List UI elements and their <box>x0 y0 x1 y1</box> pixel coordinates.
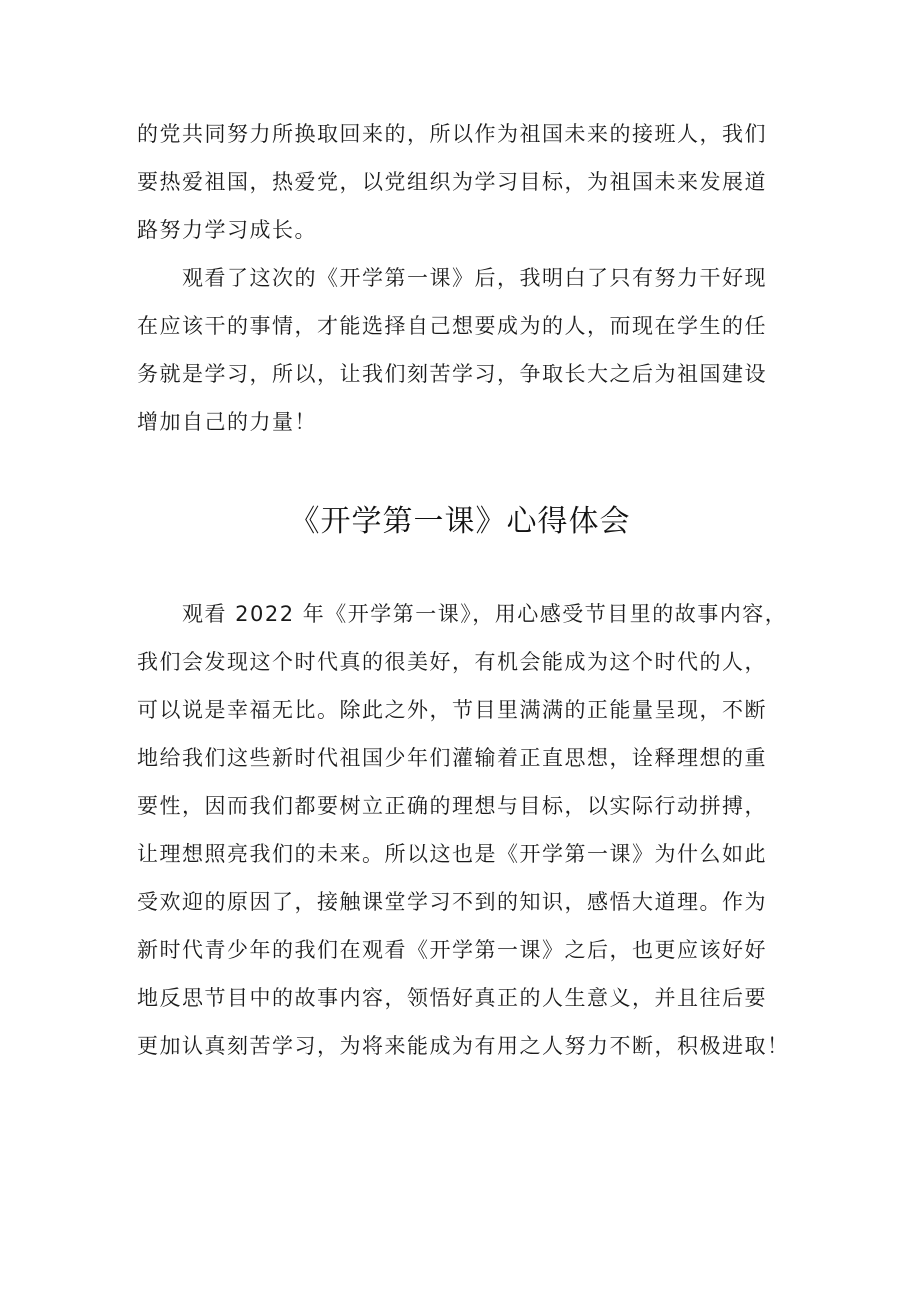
text-line: 可以说是幸福无比。除此之外，节目里满满的正能量呈现，不断 <box>137 698 767 722</box>
text-line: 在应该干的事情，才能选择自己想要成为的人，而现在学生的任 <box>137 314 767 338</box>
text-line: 观看 2022 年《开学第一课》，用心感受节目里的故事内容， <box>137 602 788 626</box>
text-line: 要性，因而我们都要树立正确的理想与目标，以实际行动拼搏， <box>137 794 767 818</box>
text-line: 增加自己的力量！ <box>137 410 317 434</box>
text-line: 要热爱祖国，热爱党，以党组织为学习目标，为祖国未来发展道 <box>137 170 767 194</box>
text-line: 更加认真刻苦学习，为将来能成为有用之人努力不断，积极进取！ <box>137 1034 790 1058</box>
text-line: 地给我们这些新时代祖国少年们灌输着正直思想，诠释理想的重 <box>137 746 767 770</box>
paragraph-continued <box>137 110 797 254</box>
text-line: 路努力学习成长。 <box>137 218 317 242</box>
text-line: 我们会发现这个时代真的很美好，有机会能成为这个时代的人， <box>137 650 767 674</box>
text-line: 让理想照亮我们的未来。所以这也是《开学第一课》为什么如此 <box>137 842 767 866</box>
text-line: 观看了这次的《开学第一课》后，我明白了只有努力干好现 <box>137 266 767 290</box>
paragraph-2 <box>137 254 797 446</box>
text-line: 受欢迎的原因了，接触课堂学习不到的知识，感悟大道理。作为 <box>137 890 767 914</box>
text-line: 新时代青少年的我们在观看《开学第一课》之后，也更应该好好 <box>137 938 767 962</box>
text-line: 务就是学习，所以，让我们刻苦学习，争取长大之后为祖国建设 <box>137 362 767 386</box>
document-title: 《开学第一课》心得体会 <box>289 504 631 539</box>
paragraph-3 <box>137 590 797 1070</box>
text-line: 地反思节目中的故事内容，领悟好真正的人生意义，并且往后要 <box>137 986 767 1010</box>
text-line: 的党共同努力所换取回来的，所以作为祖国未来的接班人，我们 <box>137 122 767 146</box>
